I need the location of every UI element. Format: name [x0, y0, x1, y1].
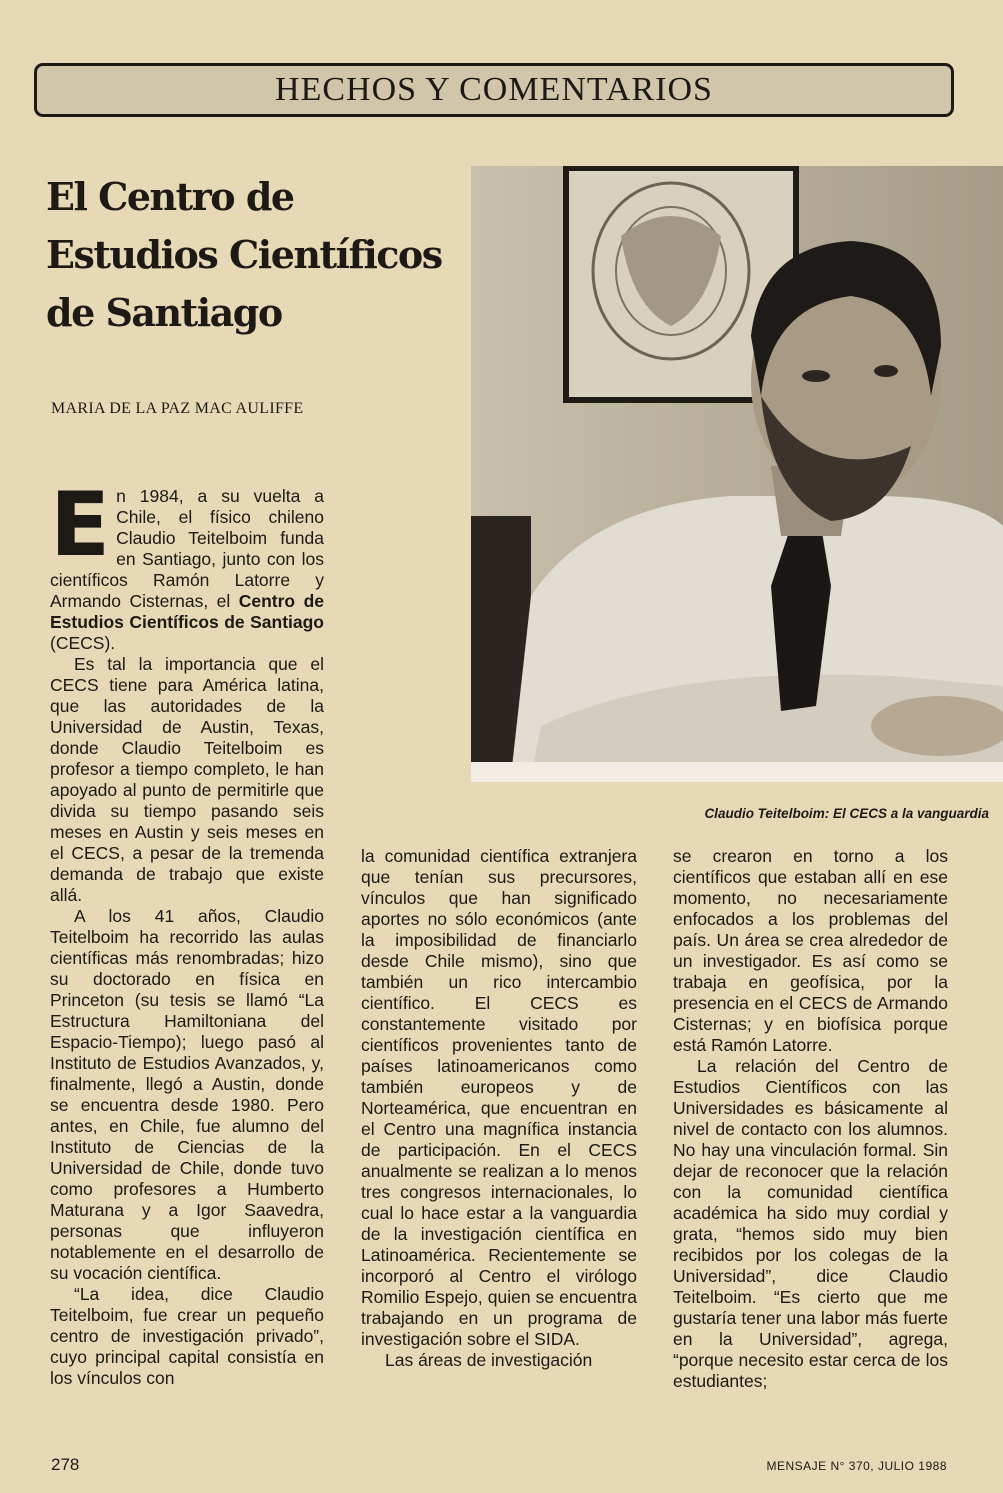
paragraph: la comunidad científica extranjera que tenían sus precursores, vínculos que han significado aportes no sólo económicos (ante la imposibilidad de financiarlo desde Chile mismo), sino que también un rico intercambio científico. El CECS es constantemente visitado por científicos provenientes tanto de países latinoamericanos como también europeos y de Norteamérica, que encuentran en el Centro una magnífica instancia de participación. En el CECS anualmente se realizan a lo menos tres congresos internacionales, lo cual lo hace estar a la vanguardia de la investigación científica en Latinoamérica. Recientemente se incorporó al Centro el virólogo Romilio Espejo, quien se encuentra trabajando en un programa de investigación sobre el SIDA.: [361, 846, 637, 1349]
article-title: [46, 168, 456, 342]
byline: MARIA DE LA PAZ MAC AULIFFE: [51, 400, 304, 417]
paragraph: A los 41 años, Claudio Teitelboim ha recorrido las aulas científicas más renombradas; hizo su doctorado en física en Princeton (su tesis se llamó “La Estructura Hamiltoniana del Espacio-Tiempo); luego pasó al Instituto de Estudios Avanzados, y, finalmente, llegó a Austin, donde se encuentra desde 1980. Pero antes, en Chile, fue alumno del Instituto de Ciencias de la Universidad de Chile, donde tuvo como profesores a Humberto Maturana y a Igor Saavedra, personas que influyeron notablemente en el desarrollo de su vocación científica.: [50, 906, 324, 1283]
paragraph: Las áreas de investigación: [385, 1350, 593, 1370]
paragraph-text: (CECS).: [50, 633, 116, 653]
bold-institution-name: Centro de Estudios Científicos de Santiago: [50, 591, 324, 632]
drop-cap: E: [50, 473, 111, 576]
page-number: 278: [51, 1455, 80, 1474]
portrait-photo-illustration: [471, 166, 1003, 782]
issue-info: MENSAJE N° 370, JULIO 1988: [766, 1459, 947, 1473]
title-line: El Centro de: [46, 174, 294, 219]
title-line: de Santiago: [46, 290, 282, 335]
article-column-3: [673, 846, 948, 1392]
photo-caption: Claudio Teitelboim: El CECS a la vanguardia: [704, 806, 989, 821]
section-banner: HECHOS Y COMENTARIOS: [34, 63, 954, 117]
paragraph: Es tal la importancia que el CECS tiene para América latina, que las autoridades de la Universidad de Austin, Texas, donde Claudio Teitelboim es profesor a tiempo completo, le han apoyado al punto de permitirle que divida su tiempo pasando seis meses en Austin y seis meses en el CECS, a pesar de la tremenda demanda de trabajo que existe allá.: [50, 654, 324, 905]
paragraph-text: n 1984, a su vuelta a Chile, el físico chileno Claudio Teitelboim funda en Santiago, junto con los científicos Ramón Latorre y Armando Cisternas, el: [50, 486, 324, 611]
article-column-2: [361, 846, 637, 1371]
paragraph: se crearon en torno a los científicos que estaban allí en ese momento, no necesariamente enfocados a los problemas del país. Un área se crea alrededor de un investigador. Es así como se trabaja en geofísica, por la presencia en el CECS de Armando Cisternas; y en biofísica porque está Ramón Latorre.: [673, 846, 948, 1055]
paragraph: “La idea, dice Claudio Teitelboim, fue crear un pequeño centro de investigación privado”, cuyo principal capital consistía en los vínculos con: [50, 1284, 324, 1388]
paragraph: La relación del Centro de Estudios Científicos con las Universidades es básicamente al nivel de contacto con los alumnos. No hay una vinculación formal. Sin dejar de reconocer que la relación con la comunidad científica académica ha sido muy cordial y grata, “hemos sido muy bien recibidos por los colegas de la Universidad”, dice Claudio Teitelboim. “Es cierto que me gustaría tener una labor más fuerte en la Universidad”, agrega, “porque necesito estar cerca de los estudiantes;: [673, 1056, 948, 1391]
article-column-1: [50, 473, 324, 1389]
title-line: Estudios Científicos: [46, 232, 442, 277]
portrait-photo: [471, 166, 1003, 782]
paragraph: [50, 473, 324, 654]
